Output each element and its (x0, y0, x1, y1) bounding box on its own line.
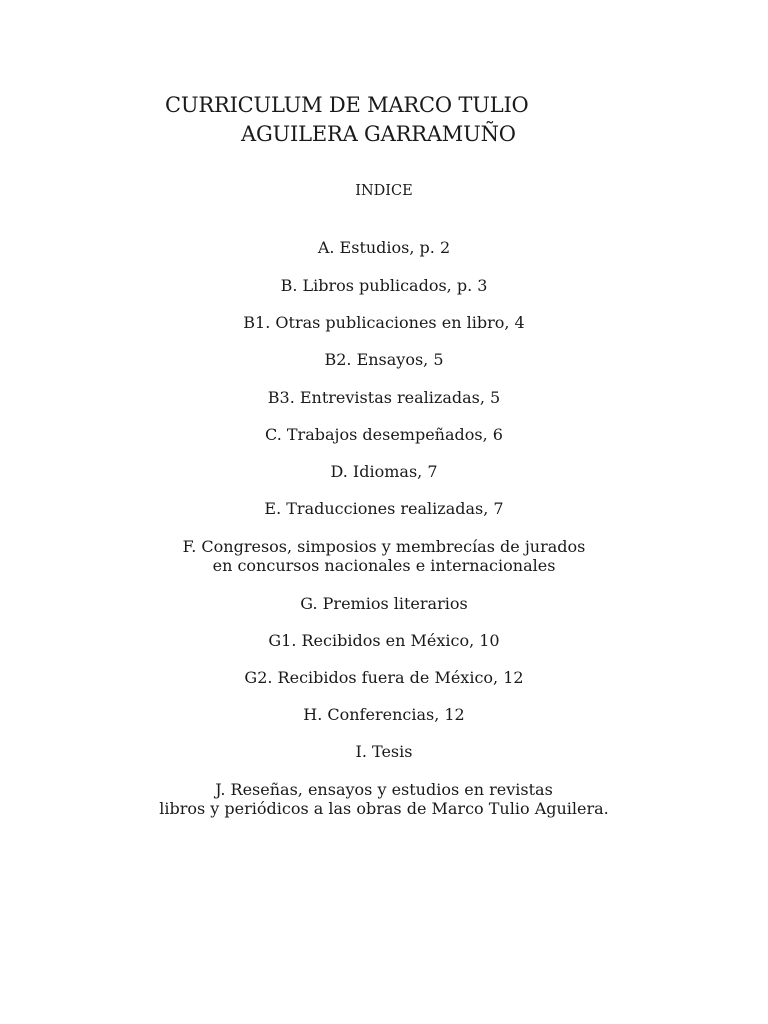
toc-entry-j-line-2: libros y periódicos a las obras de Marco Tulio Aguilera. (159, 799, 609, 818)
toc-entry-f-line-1: F. Congresos, simposios y membrecías de jurados (182, 537, 586, 556)
toc-entry-g: G. Premios literarios (300, 594, 468, 613)
toc-entry-h: H. Conferencias, 12 (303, 705, 465, 724)
toc-entry-j-line-1: J. Reseñas, ensayos y estudios en revistas (215, 780, 553, 799)
toc-entry-a: A. Estudios, p. 2 (317, 238, 451, 257)
toc-entry-f-line-2: en concursos nacionales e internacionales (212, 556, 556, 575)
document-title-line-2: AGUILERA GARRAMUÑO (241, 122, 516, 146)
toc-entry-e: E. Traducciones realizadas, 7 (264, 499, 504, 518)
index-heading: INDICE (355, 183, 413, 199)
toc-entry-b: B. Libros publicados, p. 3 (280, 276, 488, 295)
toc-entry-d: D. Idiomas, 7 (330, 462, 438, 481)
toc-entry-g2: G2. Recibidos fuera de México, 12 (244, 668, 524, 687)
toc-entry-b2: B2. Ensayos, 5 (324, 350, 444, 369)
toc-entry-b1: B1. Otras publicaciones en libro, 4 (243, 313, 525, 332)
toc-entry-b3: B3. Entrevistas realizadas, 5 (267, 388, 501, 407)
document-title-line-1: CURRICULUM DE MARCO TULIO (165, 93, 529, 117)
toc-entry-g1: G1. Recibidos en México, 10 (268, 631, 500, 650)
toc-entry-c: C. Trabajos desempeñados, 6 (265, 425, 503, 444)
toc-entry-i: I. Tesis (355, 742, 413, 761)
